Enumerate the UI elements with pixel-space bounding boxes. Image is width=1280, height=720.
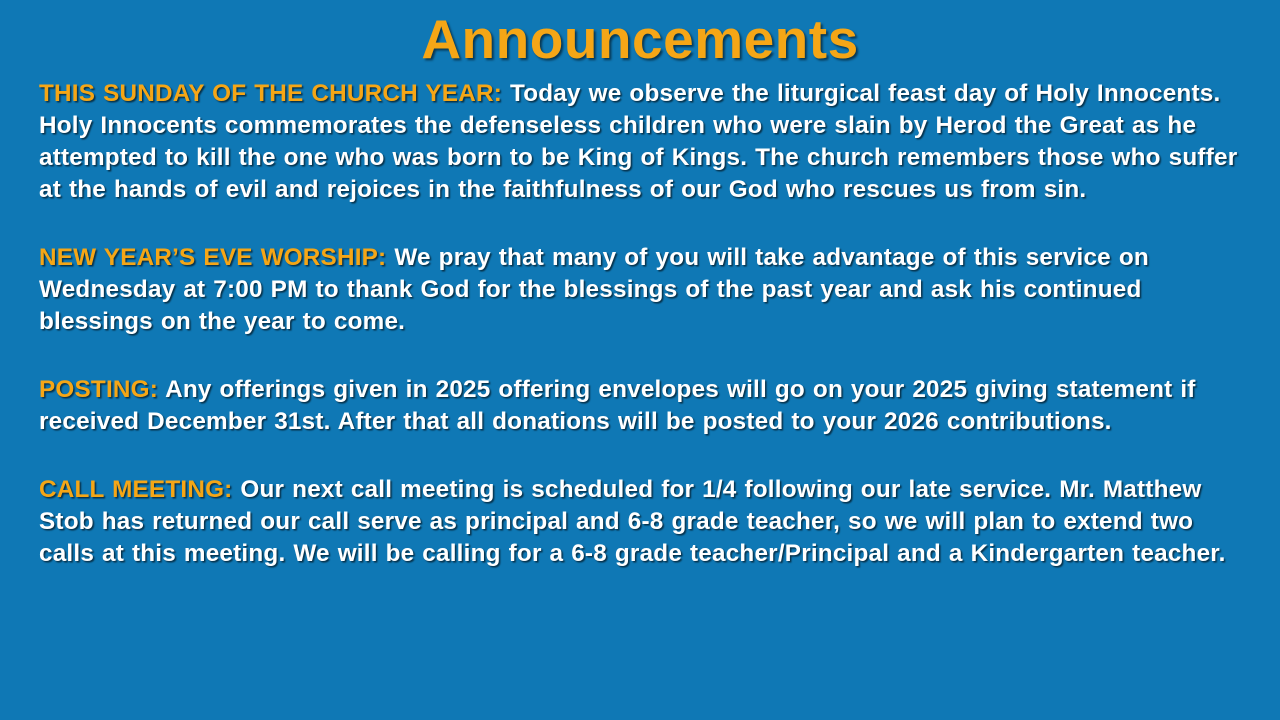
announcement-text: We pray that many of you will take advantage of this service on Wednesday at 7:00 PM to thank God for the blessings of the past year and ask his continued blessings on the year to come.	[39, 244, 1149, 335]
announcement-heading: POSTING:	[39, 376, 159, 403]
announcement-text: Our next call meeting is scheduled for 1/4 following our late service. Mr. Matthew Stob has returned our call serve as principal and 6-8 grade teacher, so we will plan to extend two calls at this meeting. We will be calling for a 6-8 grade teacher/Principal and a Kindergarten teacher.	[39, 476, 1226, 567]
announcement-text: Any offerings given in 2025 offering envelopes will go on your 2025 giving statement if received December 31st. After that all donations will be posted to your 2026 contributions.	[39, 376, 1196, 435]
announcement-heading: NEW YEAR’S EVE WORSHIP:	[39, 244, 387, 271]
announcement-call-meeting	[39, 474, 1254, 570]
announcement-heading: CALL MEETING:	[39, 476, 233, 503]
slide-title: Announcements	[421, 8, 859, 70]
announcement-church-year	[39, 78, 1254, 206]
announcement-heading: THIS SUNDAY OF THE CHURCH YEAR:	[39, 80, 502, 107]
announcement-posting	[39, 374, 1254, 438]
announcements-list	[39, 78, 1254, 606]
announcement-new-years-eve	[39, 242, 1254, 338]
announcement-text: Today we observe the liturgical feast day of Holy Innocents. Holy Innocents commemorates the defenseless children who were slain by Herod the Great as he attempted to kill the one who was born to be King of Kings. The church remembers those who suffer at the hands of evil and rejoices in the faithfulness of our God who rescues us from sin.	[39, 80, 1238, 203]
